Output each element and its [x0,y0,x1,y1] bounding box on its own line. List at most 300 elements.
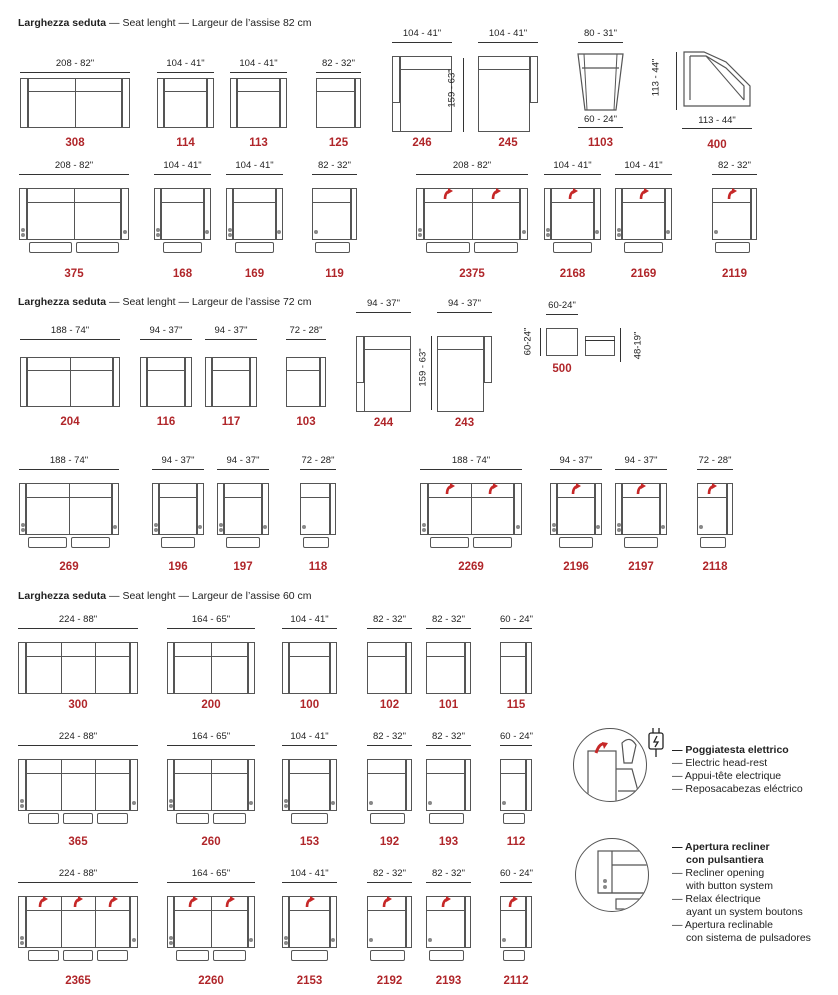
width-label: 94 - 37" [367,298,400,309]
headrest-arrow-icon [223,895,237,909]
button-dot-icon [20,936,24,940]
backrest [26,759,130,774]
product-code: 117 [221,416,241,428]
chaise-depth-82: 159 - 63" [446,69,458,108]
product-code: 245 [498,137,518,149]
product-1103 [578,30,623,153]
button-dot-icon [219,523,223,527]
headrest-arrow-icon [380,895,394,909]
width-label: 94 - 37" [624,455,658,466]
product-code: 196 [168,561,188,573]
plug-icon [646,727,670,757]
product-103 [286,325,326,432]
seat-divider [95,759,96,811]
headrest-illustration [573,728,647,802]
width-line [416,174,528,175]
product-code: 2169 [630,268,657,280]
backrest [161,188,204,203]
width-line-bottom [578,127,623,128]
footrest [370,950,405,961]
width-line [18,628,138,629]
product-101 [426,614,471,715]
right-arm [280,78,287,128]
arm [530,56,538,103]
button-dot-icon [552,523,556,527]
headrest-arrow-icon [725,187,739,201]
width-line [437,312,492,313]
width-line [392,42,452,43]
seat [312,202,351,240]
footrest [235,242,274,253]
backrest [286,357,320,371]
corner-depth-line [676,52,677,110]
button-dot-icon [169,941,173,945]
backrest [364,336,411,350]
button-dot-icon [331,801,335,805]
width-label: 104 - 41" [290,731,329,742]
legend-recliner: — Apertura recliner con pulsantiera — Recliner opening with button system — Relax électrique ayant un system boutons — Apertura reclinable con sistema de pulsadores [672,841,811,944]
width-line [154,174,211,175]
footrest [63,813,94,824]
width-label: 104 - 41" [163,160,202,171]
button-dot-icon [699,525,703,529]
right-arm [207,78,214,128]
product-code: 2118 [702,561,728,573]
backrest [316,78,355,92]
right-arm [355,78,361,128]
footrest [28,950,59,961]
arm [392,56,400,103]
chaise-seat [364,349,411,412]
pouf-depth-line [540,328,541,356]
product-code: 244 [373,417,394,429]
width-label: 72 - 28" [698,455,732,466]
right-arm [727,483,733,535]
seat [147,370,185,407]
product-code: 103 [296,416,316,428]
seat [367,656,406,694]
width-line [217,469,269,470]
product-168 [154,160,211,284]
button-dot-icon [714,230,718,234]
button-dot-icon [156,233,160,237]
button-dot-icon [154,528,158,532]
product-245 [478,30,538,153]
product-code: 168 [172,268,193,280]
seat [26,656,130,694]
pouf-side-top [585,340,615,341]
width-label: 104 - 41" [290,868,329,879]
product-code: 2119 [722,268,747,280]
button-dot-icon [369,801,373,805]
seat [159,497,197,535]
width-line [157,72,214,73]
footrest [63,950,94,961]
footrest [176,813,209,824]
width-line [152,469,204,470]
width-line [546,314,578,315]
section-header-60: Larghezza seduta — Seat lenght — Largeur de l’assise 60 cm [18,590,312,602]
product-code: 2192 [376,975,403,987]
button-dot-icon [314,230,318,234]
right-arm [465,759,471,811]
corner-depth: 113 - 44" [650,58,662,97]
right-arm [185,357,192,407]
chaise-depth-line-72 [431,336,432,410]
button-dot-icon [132,801,136,805]
right-arm [320,357,326,407]
button-dot-icon [617,228,621,232]
width-line [167,628,255,629]
button-dot-icon [169,936,173,940]
width-label: 72 - 28" [289,325,323,336]
button-dot-icon [661,525,665,529]
product-300 [18,614,138,715]
footrest [624,242,663,253]
product-193 [426,731,471,852]
width-label-bottom: 60 - 24" [584,114,617,125]
footrest [76,242,119,253]
seat [286,370,320,407]
seat [367,910,406,948]
right-arm [250,357,257,407]
seat [26,773,130,811]
button-dot-icon [21,523,25,527]
seat [289,773,330,811]
backrest [300,483,330,498]
pouf-height-line [620,328,621,362]
product-375 [19,160,129,284]
product-code: 500 [552,363,572,375]
seat [557,497,595,535]
width-label: 188 - 74" [50,325,90,336]
product-code: 2269 [458,561,484,573]
seat-divider [70,357,71,407]
width-label: 72 - 28" [301,455,335,466]
button-dot-icon [21,233,25,237]
product-2153 [282,868,337,991]
button-dot-icon [156,228,160,232]
seat-divider [61,759,62,811]
product-code: 116 [156,416,176,428]
product-code: 300 [68,699,88,711]
width-line [282,745,337,746]
product-code: 308 [65,137,85,149]
headrest-arrow-icon [486,482,500,496]
product-code: 2375 [459,268,485,280]
footrest [430,537,469,548]
width-line [167,745,255,746]
headrest-arrow-icon [443,482,457,496]
width-label: 60 - 24" [500,868,533,879]
button-dot-icon [617,528,621,532]
arm [484,336,492,383]
footrest [429,813,464,824]
width-label: 60 - 24" [500,614,533,625]
width-label: 224 - 88" [58,614,98,625]
width-label: 82 - 32" [373,868,406,879]
headrest-arrow-icon [634,482,648,496]
left-arm [18,642,26,694]
product-117 [205,325,257,432]
backrest [237,78,280,92]
product-code: 153 [299,836,320,848]
width-line [167,882,255,883]
backrest [367,642,406,657]
product-code: 260 [201,836,221,848]
width-line [615,174,672,175]
button-dot-icon [20,941,24,945]
button-dot-icon [552,528,556,532]
right-arm [465,896,471,948]
product-500 [522,300,644,379]
product-2168 [544,160,601,284]
left-arm [20,78,28,128]
width-label: 82 - 32" [373,731,406,742]
button-dot-icon [595,230,599,234]
button-dot-icon [302,525,306,529]
width-line [286,339,326,340]
width-label: 104 - 41" [488,28,528,39]
seat-divider [211,759,212,811]
width-line [367,745,412,746]
width-line [282,628,337,629]
section-header-72: Larghezza seduta — Seat lenght — Largeur de l’assise 72 cm [18,296,312,308]
footrest [303,537,329,548]
headrest-arrow-icon [441,187,455,201]
button-dot-icon [284,941,288,945]
backrest [312,188,351,203]
seat [212,370,250,407]
button-dot-icon [228,233,232,237]
product-260 [167,731,255,852]
product-400 [682,50,752,155]
button-dot-icon [228,228,232,232]
headrest-arrow-icon [705,482,719,496]
seat [426,773,465,811]
backrest [164,78,207,92]
product-code: 200 [201,699,221,711]
width-label: 94 - 37" [448,298,481,309]
width-line [18,882,138,883]
width-label: 104 - 41" [235,160,274,171]
button-dot-icon [21,528,25,532]
width-label: 82 - 32" [322,58,355,69]
button-dot-icon [249,938,253,942]
product-2119 [712,160,757,284]
product-code: 197 [233,561,253,573]
button-dot-icon [418,233,422,237]
product-code: 243 [454,417,475,429]
product-2375 [416,160,528,284]
right-arm [122,78,130,128]
width-label: 104 - 41" [166,58,205,69]
right-arm [526,642,532,694]
footrest [503,813,525,824]
footrest [426,242,470,253]
width-label: 82 - 32" [432,731,465,742]
width-label: 208 - 82" [55,58,95,69]
button-dot-icon [21,228,25,232]
button-dot-icon [205,230,209,234]
backrest [367,759,406,774]
product-2196 [550,455,602,577]
width-label: 104 - 41" [290,614,329,625]
product-204 [20,325,120,432]
product-code: 2196 [563,561,589,573]
product-114 [157,58,214,153]
width-label: 94 - 37" [226,455,260,466]
product-196 [152,455,204,577]
seat [289,656,330,694]
product-code: 2197 [628,561,654,573]
seat [500,656,526,694]
button-dot-icon [123,230,127,234]
product-code: 400 [707,139,727,151]
button-dot-icon [617,233,621,237]
seat [289,910,330,948]
width-label: 164 - 65" [191,868,231,879]
seat-divider [211,896,212,948]
product-2269 [420,455,522,577]
backrest [212,357,250,371]
button-dot-icon [369,938,373,942]
product-169 [226,160,283,284]
pouf-side [585,336,615,356]
button-dot-icon [249,801,253,805]
width-line [316,72,361,73]
seat-divider [61,896,62,948]
headrest-arrow-icon [489,187,503,201]
width-line [20,339,120,340]
chaise-seat [400,69,452,132]
chaise-seat [478,69,530,132]
button-dot-icon [422,528,426,532]
product-118 [300,455,336,577]
width-label: 224 - 88" [58,868,98,879]
product-code: 118 [308,561,328,573]
product-308 [20,58,130,153]
right-arm [330,642,337,694]
width-line [426,745,471,746]
width-line [478,42,538,43]
recliner-illustration [575,838,649,912]
width-line [615,469,667,470]
section-header-82: Larghezza seduta — Seat lenght — Largeur de l’assise 82 cm [18,17,312,29]
product-code: 115 [506,699,526,711]
product-116 [140,325,192,432]
seat [712,202,751,240]
product-code: 192 [379,836,400,848]
product-code: 2260 [198,975,224,987]
chaise-depth-line-82 [463,58,464,132]
width-label: 104 - 41" [239,58,278,69]
button-dot-icon [284,804,288,808]
backrest [26,642,130,657]
button-dot-icon [422,523,426,527]
width-line [19,174,129,175]
width-line [544,174,601,175]
button-dot-icon [169,799,173,803]
seat [426,656,465,694]
button-dot-icon [219,528,223,532]
product-100 [282,614,337,715]
seat [26,910,130,948]
chaise-lower [356,382,365,412]
width-label: 104 - 41" [402,28,442,39]
seat [316,91,355,128]
width-line [426,882,471,883]
left-arm [205,357,212,407]
footrest [28,813,59,824]
product-code: 101 [438,699,459,711]
button-dot-icon [284,799,288,803]
corner-unit [682,50,752,110]
width-label: 224 - 88" [58,731,98,742]
backrest [500,642,526,657]
product-code: 169 [244,268,265,280]
width-line [140,339,192,340]
footrest [213,813,246,824]
headrest-arrow-icon [506,895,520,909]
footrest [503,950,525,961]
width-label: 164 - 65" [191,731,231,742]
button-dot-icon [502,938,506,942]
product-code: 2112 [503,975,529,987]
footrest [29,242,72,253]
product-code: 365 [68,836,88,848]
product-153 [282,731,337,852]
product-2193 [426,868,471,991]
width-line [226,174,283,175]
width-line [697,469,733,470]
seat [237,91,280,128]
width-line [367,628,412,629]
footrest [700,537,726,548]
headrest-arrow-icon [186,895,200,909]
seat [161,202,204,240]
chaise-seat [437,349,484,412]
headrest-arrow-icon [569,482,583,496]
product-code: 2168 [559,268,586,280]
backrest [426,759,465,774]
seat-divider [95,642,96,694]
left-arm [230,78,237,128]
width-line [712,174,757,175]
footrest [161,537,195,548]
width-line [550,469,602,470]
product-365 [18,731,138,852]
seat [622,497,660,535]
width-line [420,469,522,470]
button-dot-icon [502,801,506,805]
product-code: 125 [328,137,349,149]
headrest-arrow-icon [439,895,453,909]
width-line [230,72,287,73]
button-dot-icon [617,523,621,527]
right-arm [351,188,357,240]
footrest [291,950,328,961]
right-arm [248,642,255,694]
left-arm [157,78,164,128]
product-125 [316,58,361,153]
headrest-arrow-icon [637,187,651,201]
width-label: 82 - 32" [373,614,406,625]
product-112 [500,731,532,852]
product-119 [312,160,357,284]
seat-divider [95,896,96,948]
seat-divider [75,78,76,128]
